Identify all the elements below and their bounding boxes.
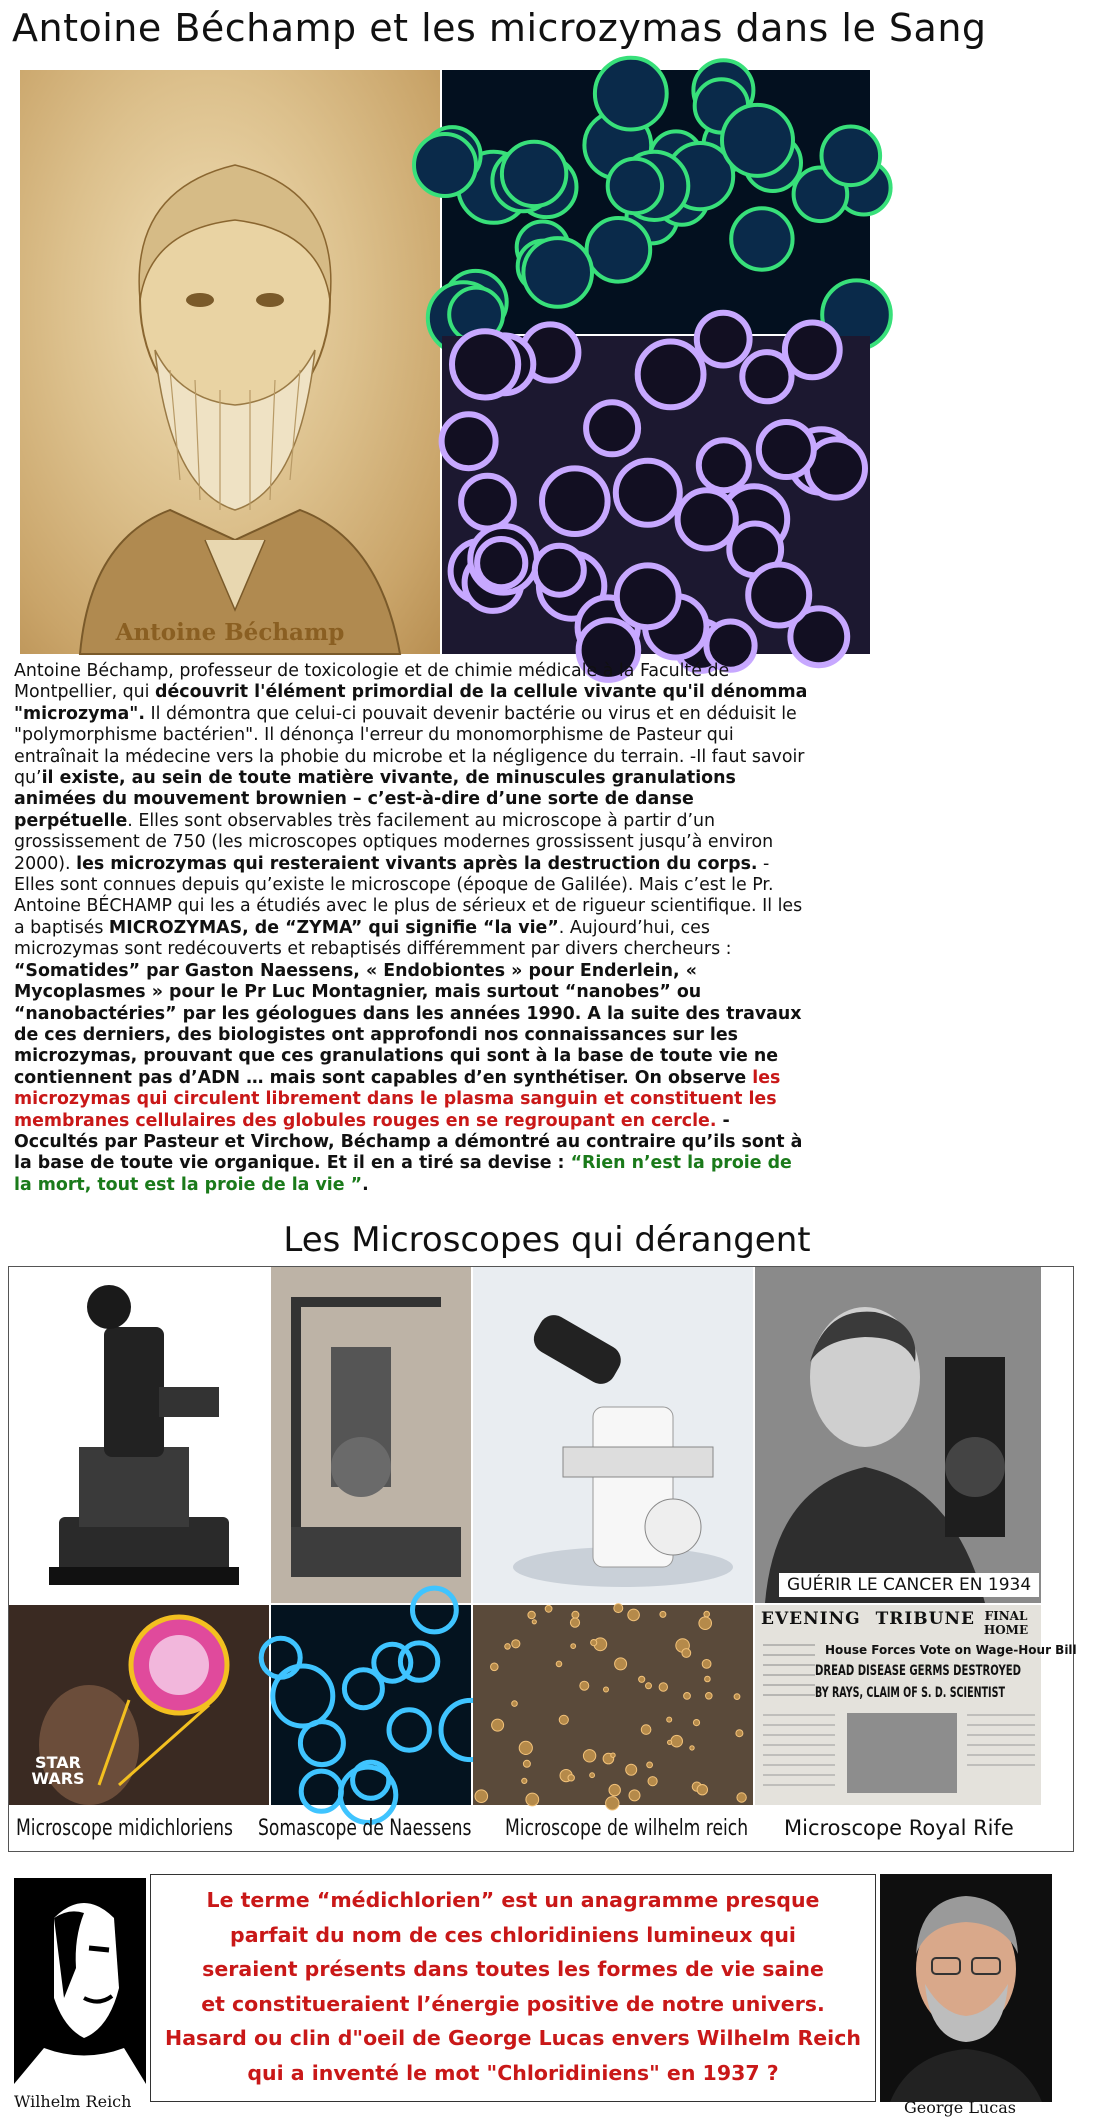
cell-shape [461, 476, 514, 529]
cell-shape [697, 313, 750, 366]
somascope-cells-photo [271, 1605, 471, 1805]
cell-shape [604, 1687, 609, 1692]
label-microscope-royal-rife: Microscope Royal Rife [784, 1816, 1014, 1840]
rife-portrait-photo [755, 1267, 1041, 1603]
cell-shape [759, 422, 814, 477]
purple-cells-drawing [442, 336, 870, 654]
cell-shape [491, 1663, 499, 1671]
cell-shape [583, 1750, 595, 1762]
starwars-midichlorians-photo [9, 1605, 269, 1805]
label-microscope-midichloriens: Microscope midichloriens [16, 1816, 233, 1841]
cell-shape [595, 58, 667, 130]
quote-line: Hasard ou clin d"oeil de George Lucas envers Wilhelm Reich [165, 2026, 861, 2050]
george-lucas-caption: George Lucas [904, 2098, 1016, 2117]
rife-photo-caption: GUÉRIR LE CANCER EN 1934 [779, 1573, 1039, 1597]
body-segment: - Elles sont connues depuis qu’existe le microscope (époque de Galilée). Mais c’est le Pr. Antoine BÉCHAMP qui les a étudiés avec le plus de sérieux et de rigueur scientifique. Il les a baptisés [14, 853, 803, 938]
blood-cells-image-purple [442, 336, 870, 654]
cell-shape [523, 1760, 530, 1767]
cell-shape [572, 1611, 579, 1618]
reich-cells-photo [473, 1605, 753, 1805]
body-paragraph [14, 661, 814, 1196]
starwars-logo: STAR WARS [31, 1753, 85, 1788]
cell-shape [570, 1618, 579, 1627]
cell-shape [616, 461, 680, 525]
bechamp-portrait [20, 70, 440, 654]
cell-shape [591, 1640, 597, 1646]
body-segment: MICROZYMAS, de “ZYMA” qui signifie “la vie” [108, 917, 559, 938]
cell-shape [523, 238, 592, 307]
body-segment: découvrit l'élément primordial de la cellule vivante qu'il dénomma "microzyma". [14, 682, 808, 724]
newspaper-headline-1: DREAD DISEASE GERMS DESTROYED [815, 1663, 1022, 1679]
microscope-black-drawing [9, 1267, 269, 1603]
body-segment: les microzymas qui circulent librement dans le plasma sanguin et constituent les membranes cellulaires des globules rouges en se regroupant en cercle. [14, 1067, 781, 1131]
fluorescent-cells-drawing [442, 70, 870, 334]
midichlorien-microscope-photo [9, 1267, 269, 1603]
evening-tribune-newspaper [755, 1605, 1077, 1805]
cell-shape [442, 414, 496, 468]
cell-shape [660, 1611, 666, 1617]
cell-shape [693, 1720, 699, 1726]
cell-shape [400, 1643, 437, 1680]
cell-shape [736, 1730, 743, 1737]
cell-shape [492, 1719, 504, 1731]
cell-shape [659, 1683, 667, 1691]
cell-shape [641, 1725, 651, 1735]
page-title: Antoine Béchamp et les microzymas dans le Sang [12, 6, 987, 50]
quote-line: Le terme “médichlorien” est un anagramme presque [206, 1888, 820, 1912]
cell-shape [590, 1773, 595, 1778]
cell-shape [611, 1753, 615, 1757]
reich-cells-drawing [473, 1605, 753, 1805]
blood-cells-image-fluorescent [442, 70, 870, 334]
body-segment: les microzymas qui resteraient vivants après la destruction du corps. [76, 853, 758, 874]
newspaper-columns-drawing [755, 1605, 1041, 1805]
cell-shape [512, 1701, 518, 1707]
cell-shape [628, 1609, 640, 1621]
bechamp-portrait-drawing [20, 70, 440, 654]
masthead-right: TRIBUNE [875, 1609, 975, 1629]
cell-shape [697, 1785, 707, 1795]
body-segment: “Rien n’est la proie de la mort, tout est la proie de la vie ” [14, 1153, 792, 1195]
cell-shape [742, 352, 791, 401]
wilhelm-reich-caption: Wilhelm Reich [14, 2092, 132, 2111]
somascope-drawing [271, 1267, 471, 1603]
cell-shape [705, 1676, 711, 1682]
cell-shape [648, 1777, 657, 1786]
reich-microscope-photo [473, 1267, 753, 1603]
cell-shape [608, 159, 662, 213]
cell-shape [505, 1644, 511, 1650]
cell-shape [580, 1681, 589, 1690]
cell-shape [586, 402, 638, 454]
cell-shape [414, 134, 476, 196]
body-segment: . Aujourd’hui, ces microzymas sont redécouverts et rebaptisés différemment par divers chercheurs : [14, 917, 732, 960]
body-segment: il existe, au sein de toute matière vivante, de minuscules granulations animées du mouvement brownien – c’est-à-dire d’une sorte de danse perpétuelle [14, 768, 736, 831]
cell-shape [731, 208, 792, 269]
cell-shape [639, 1676, 645, 1682]
cell-shape [722, 105, 793, 176]
cell-shape [344, 1670, 382, 1708]
cell-shape [477, 539, 525, 587]
cell-shape [568, 1775, 574, 1781]
cell-shape [822, 127, 881, 186]
cell-shape [626, 1764, 637, 1775]
masthead-left: EVENING [761, 1609, 861, 1629]
cell-shape [699, 1617, 712, 1630]
cell-shape [737, 1793, 746, 1802]
cell-shape [615, 1658, 627, 1670]
newspaper-headline-2: BY RAYS, CLAIM OF S. D. SCIENTIST [815, 1685, 1005, 1701]
cell-shape [614, 1604, 623, 1613]
cell-shape [629, 1790, 640, 1801]
quote-line: seraient présents dans toutes les formes de vie saine [202, 1957, 824, 1981]
microscope-grid [8, 1266, 1077, 1852]
cell-shape [528, 1611, 535, 1618]
cell-shape [512, 1640, 520, 1648]
cell-shape [699, 440, 749, 490]
cell-shape [522, 1778, 527, 1783]
label-microscope-reich: Microscope de wilhelm reich [505, 1816, 749, 1841]
cell-shape [542, 468, 608, 534]
cell-shape [502, 142, 566, 206]
cell-shape [571, 1644, 576, 1649]
somascope-cells-drawing [271, 1605, 471, 1805]
body-segment: . Elles sont observables très facilement au microscope à partir d’un grossissement de 750 (les microscopes optiques modernes grossissent jusqu’à environ 2000). [14, 810, 774, 874]
cell-shape [389, 1710, 429, 1750]
wilhelm-reich-portrait [14, 1878, 146, 2084]
cell-shape [301, 1771, 341, 1811]
cell-shape [526, 1793, 539, 1806]
cell-shape [734, 1694, 740, 1700]
cell-shape [647, 1762, 653, 1768]
reich-portrait-drawing [14, 1878, 146, 2084]
rife-portrait-drawing [755, 1267, 1041, 1603]
cell-shape [748, 565, 809, 626]
cell-shape [519, 1741, 532, 1754]
cell-shape [678, 490, 736, 548]
cell-shape [671, 1735, 683, 1747]
body-segment: Il démontra que celui-ci pouvait devenir bactérie ou virus et en déduisit le "polymorphisme bactérien". Il dénonça l'erreur du monomorphisme de Pasteur qui entraînait la médecine vers la phobie du microbe et la négligence du terrain. -Il faut savoir qu’ [14, 703, 805, 789]
cell-shape [668, 1740, 672, 1744]
bottom-quote-text [151, 1875, 875, 2090]
body-segment: - Occultés par Pasteur et Virchow, Béchamp a démontré au contraire qu’ils sont à la base de toute vie organique. Et il en a tiré sa devise : [14, 1110, 803, 1174]
cell-shape [532, 1620, 536, 1624]
cell-shape [682, 1649, 691, 1658]
cell-shape [475, 1790, 488, 1803]
somascope-photo [271, 1267, 471, 1603]
cell-shape [556, 1661, 562, 1667]
newspaper-corner: FINAL HOME [983, 1609, 1029, 1637]
body-segment: “Somatides” par Gaston Naessens, « Endobiontes » pour Enderlein, « Mycoplasmes » pour le Pr Luc Montagnier, mais surtout “nanobes” ou “nanobactéries” par les géologues dans les années 1990. A la suite des travaux de ces derniers, des biologistes ont approfondi nos connaissances sur les microzymas, prouvant que ces granulations qui sont à la base de toute vie ne contiennent pas d’ADN … mais sont capables d’en synthétiser. On observe [14, 960, 802, 1088]
body-segment: Antoine Béchamp, professeur de toxicologie et de chimie médicale à la Faculté de Montpellier, qui [14, 661, 730, 703]
cell-shape [545, 1605, 552, 1612]
cell-shape [617, 565, 679, 627]
quote-line: parfait du nom de ces chloridiniens lumineux qui [230, 1922, 796, 1947]
white-microscope-drawing [473, 1267, 753, 1603]
cell-shape [667, 1717, 672, 1722]
cell-shape [587, 218, 651, 282]
cell-shape [559, 1715, 568, 1724]
quote-line: et constitueraient l’énergie positive de notre univers. [201, 1991, 825, 2016]
cell-shape [646, 1683, 652, 1689]
cell-shape [702, 1660, 711, 1669]
cell-shape [706, 1693, 713, 1700]
george-lucas-portrait [880, 1874, 1052, 2102]
body-segment: . [362, 1174, 369, 1195]
cell-shape [452, 331, 518, 397]
newspaper-subhead: House Forces Vote on Wage-Hour Bill [825, 1643, 1077, 1657]
cell-shape [535, 546, 584, 595]
lucas-portrait-drawing [880, 1874, 1052, 2102]
bottom-quote-box [150, 1874, 876, 2102]
label-somascope-naessens: Somascope de Naessens [258, 1816, 472, 1841]
cell-shape [609, 1784, 620, 1795]
cell-shape [690, 1746, 694, 1750]
cell-shape [684, 1693, 691, 1700]
quote-line: qui a inventé le mot "Chloridiniens" en 1937 ? [247, 2060, 779, 2085]
cell-shape [638, 342, 704, 408]
cell-shape [273, 1666, 333, 1726]
cell-shape [606, 1797, 619, 1810]
cell-shape [704, 1611, 710, 1617]
section-title-microscopes: Les Microscopes qui dérangent [283, 1220, 811, 1260]
portrait-caption: Antoine Béchamp [115, 619, 345, 646]
